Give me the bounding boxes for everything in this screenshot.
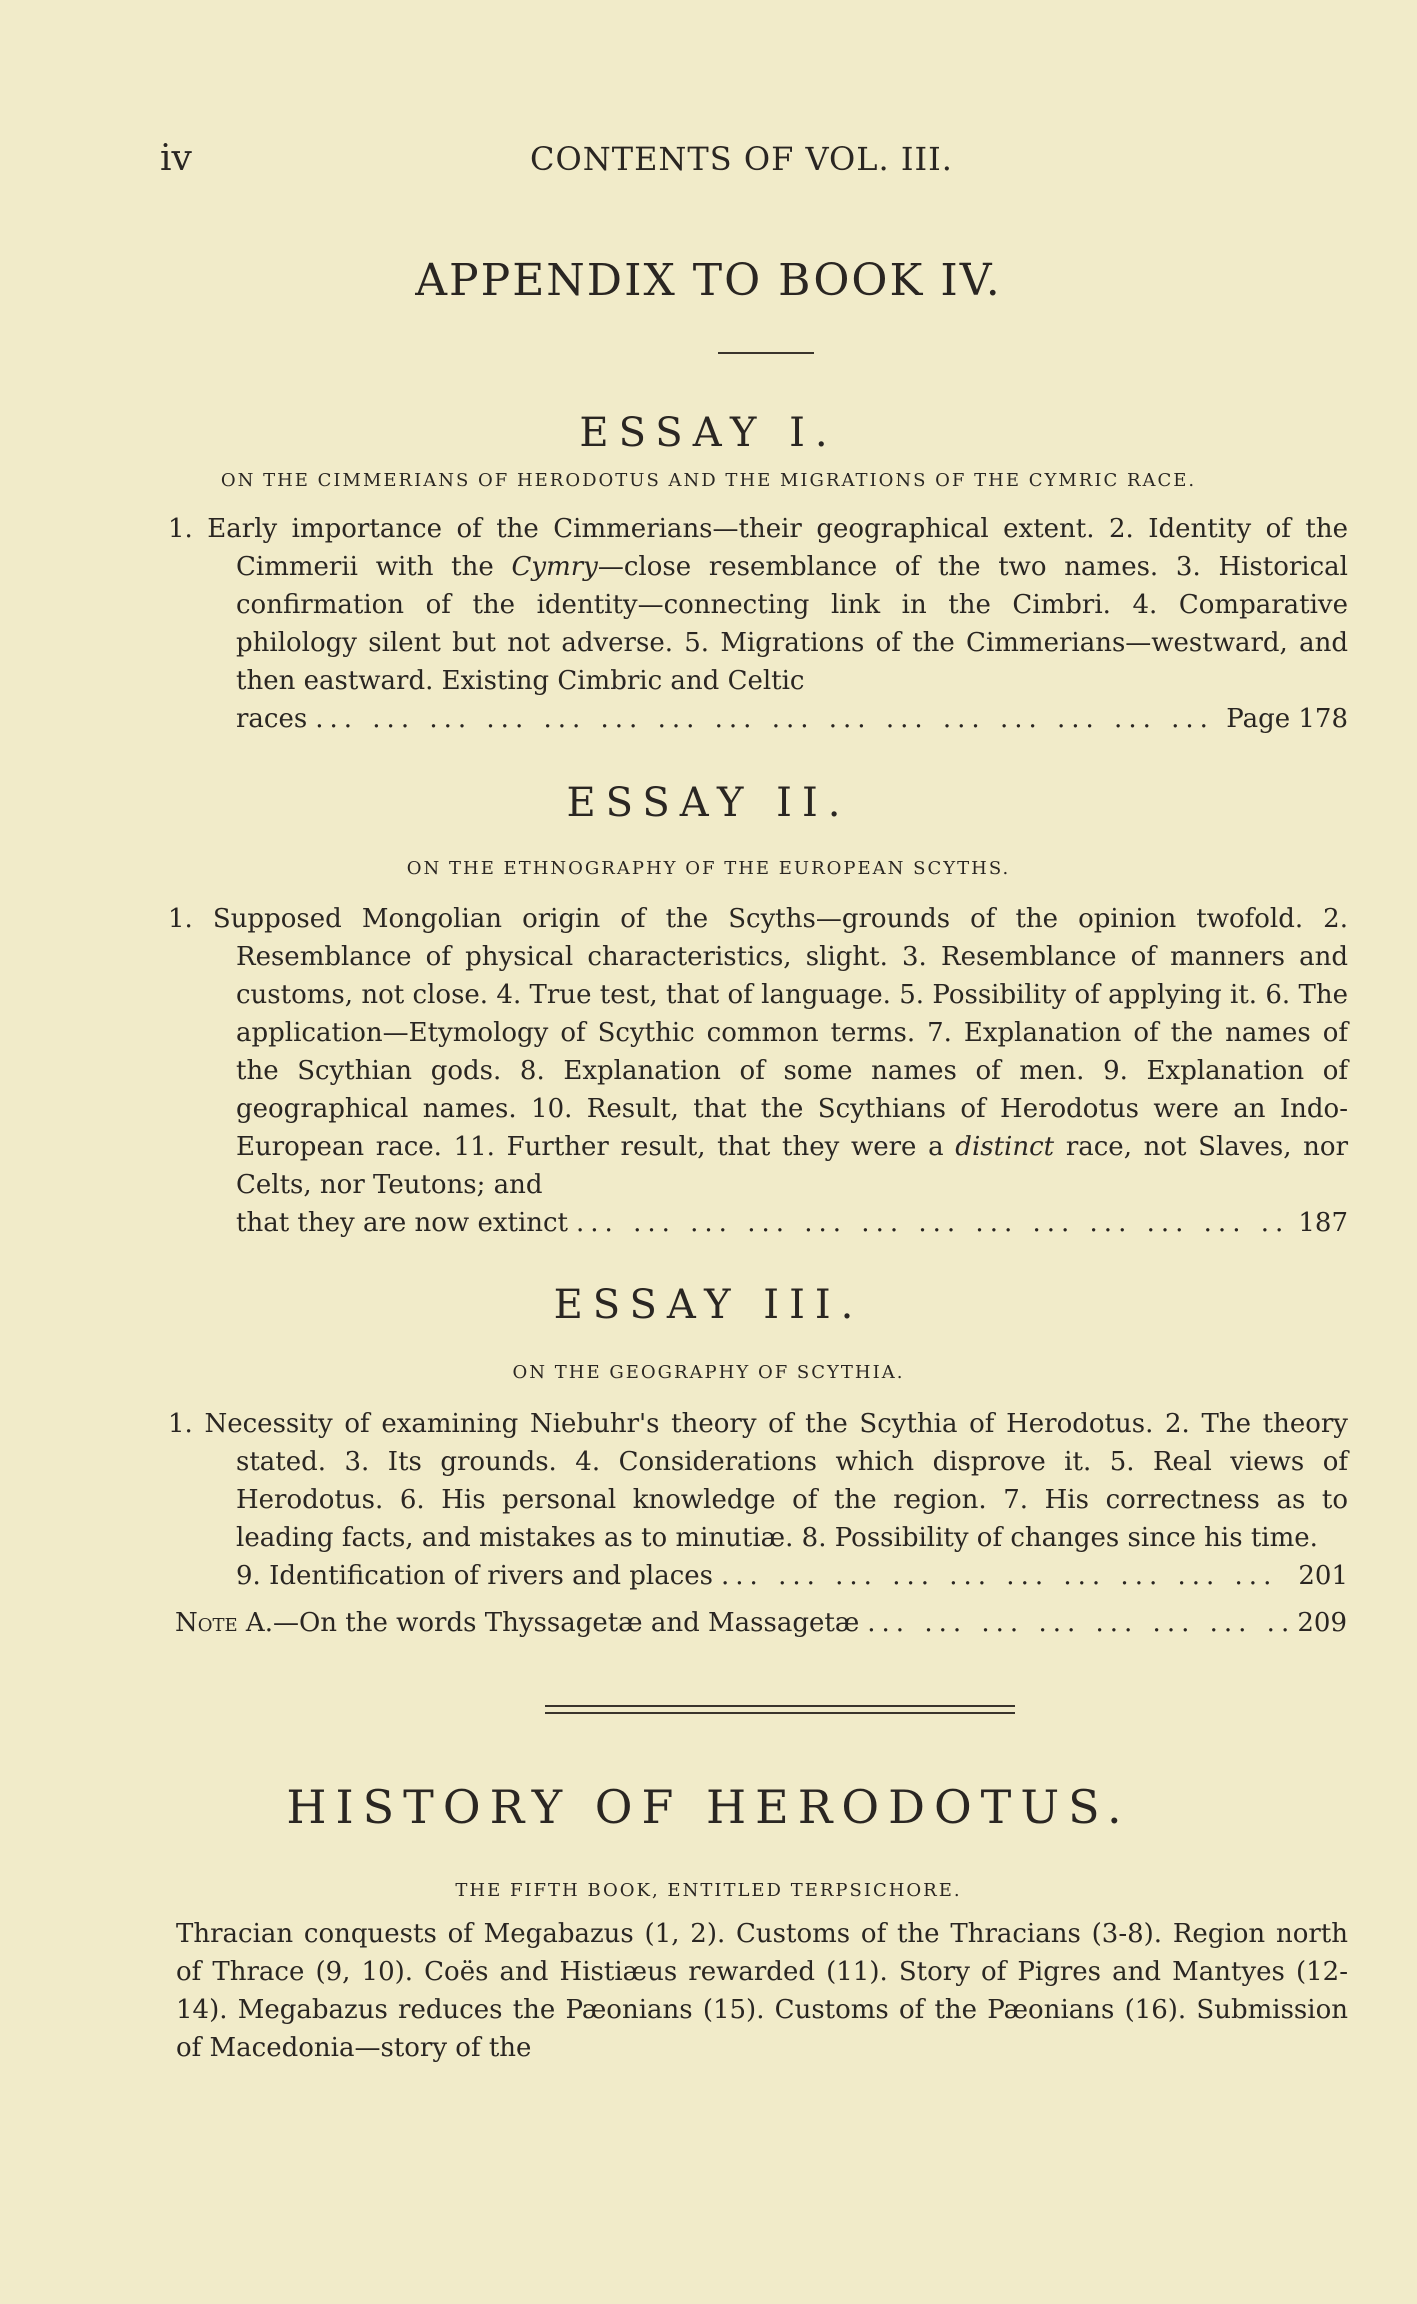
essay-1-text: 1. Early importance of the Cimmerians—their geographical extent. 2. Identity of the Cimmerii with the: [168, 514, 1348, 582]
essay-1-subtitle: ON THE CIMMERIANS OF HERODOTUS AND THE MIGRATIONS OF THE CYMRIC RACE.: [220, 470, 1197, 491]
essay-2-subtitle: ON THE ETHNOGRAPHY OF THE EUROPEAN SCYTHS.: [406, 858, 1011, 879]
essay-2-entry: [168, 900, 1348, 1242]
essay-2-leader-line: [168, 1204, 1348, 1242]
dot-leader: [576, 1204, 1290, 1242]
note-label: Note A.: [175, 1608, 273, 1638]
essay-3-leader-line: [168, 1557, 1348, 1595]
essay-1-last-word: races: [236, 704, 308, 734]
essay-2-heading: ESSAY II.: [566, 780, 851, 826]
history-title: HISTORY OF HERODOTUS.: [286, 1780, 1131, 1834]
essay-3-entry: [168, 1405, 1348, 1595]
essay-1-italic: Cymry: [511, 552, 598, 582]
essay-3-text: 1. Necessity of examining Niebuhr's theory of the Scythia of Herodotus. 2. The theory stated. 3. Its grounds. 4. Considerations which disprove it. 5. Real views of Herodotus. 6. His personal knowledge of the region. 7. His correctness as to leading facts, and mistakes as to minutiæ. 8. Possibility of changes since his time.: [168, 1409, 1348, 1553]
essay-3-subtitle: ON THE GEOGRAPHY OF SCYTHIA.: [512, 1362, 905, 1383]
note-page: 209: [1297, 1608, 1347, 1638]
appendix-title: APPENDIX TO BOOK IV.: [415, 255, 1002, 306]
running-header: CONTENTS OF VOL. III.: [530, 140, 953, 178]
essay-2-page: 187: [1298, 1208, 1348, 1238]
note-a-entry: [175, 1608, 1347, 1638]
essay-1-leader-line: [168, 700, 1348, 738]
essay-2-text-cont: race, not Slaves, nor Celts, nor Teutons; and: [236, 1132, 1349, 1200]
essay-2-italic: distinct: [955, 1132, 1055, 1162]
essay-2-last-word: that they are now extinct: [236, 1208, 569, 1238]
dot-leader: [867, 1608, 1289, 1638]
essay-1-page: Page 178: [1226, 704, 1348, 734]
note-text: —On the words Thyssagetæ and Massagetæ: [272, 1608, 860, 1638]
history-body: Thracian conquests of Megabazus (1, 2). Customs of the Thracians (3-8). Region north of Thrace (9, 10). Coës and Histiæus rewarded (11). Story of Pigres and Mantyes (12-14). Megabazus reduces the Pæonians (15). Customs of the Pæonians (16). Submission of Macedonia—story of the: [176, 1919, 1348, 2063]
double-rule-bottom: [545, 1712, 1015, 1714]
essay-1-text-cont: —close resemblance of the two names. 3. Historical confirmation of the identity—connecting link in the Cimbri. 4. Comparative philology silent but not adverse. 5. Migrations of the Cimmerians—westward, and then eastward. Existing Cimbric and Celtic: [236, 552, 1348, 696]
essay-3-heading: ESSAY III.: [553, 1282, 864, 1328]
history-subtitle: THE FIFTH BOOK, ENTITLED TERPSICHORE.: [455, 1880, 962, 1901]
essay-2-text: 1. Supposed Mongolian origin of the Scyths—grounds of the opinion twofold. 2. Resemblance of physical characteristics, slight. 3. Resemblance of manners and customs, not close. 4. True test, that of language. 5. Possibility of applying it. 6. The application—Etymology of Scythic common terms. 7. Explanation of the names of the Scythian gods. 8. Explanation of some names of men. 9. Explanation of geographical names. 10. Result, that the Scythians of Herodotus were an Indo-European race. 11. Further result, that they were a: [168, 904, 1348, 1162]
dot-leader: [315, 700, 1218, 738]
essay-1-entry: [168, 510, 1348, 738]
essay-1-heading: ESSAY I.: [579, 410, 838, 456]
double-rule-top: [545, 1705, 1015, 1707]
divider: [718, 352, 814, 354]
essay-3-page: 201: [1298, 1561, 1348, 1591]
dot-leader: [721, 1557, 1290, 1595]
essay-3-last-word: 9. Identification of rivers and places: [236, 1561, 714, 1591]
page-number: iv: [160, 138, 192, 179]
